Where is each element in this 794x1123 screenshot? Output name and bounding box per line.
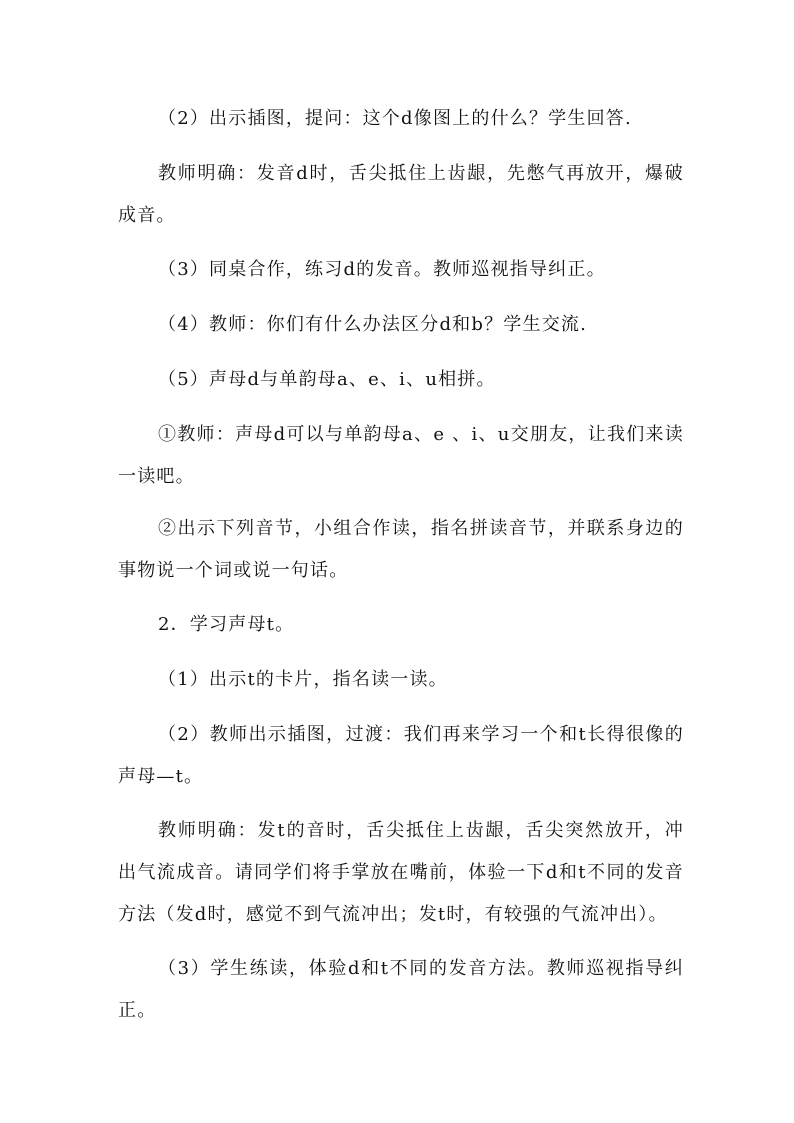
paragraph-11: 教师明确：发t的音时，舌尖抵住上齿龈，舌尖突然放开，冲出气流成音。请同学们将手掌放在嘴前，体验一下d和t不同的发音方法（发d时，感觉不到气流冲出；发t时，有较强的气流冲出）。	[118, 820, 684, 925]
paragraph-10: （2）教师出示插图，过渡：我们再来学习一个和t长得很像的声母—t。	[118, 724, 684, 787]
paragraph-4: （4）教师：你们有什么办法区分d和b？学生交流.	[158, 314, 588, 335]
paragraph-12: （3）学生练读，体验d和t不同的发音方法。教师巡视指导纠正。	[118, 958, 684, 1021]
paragraph-7: ②出示下列音节，小组合作读，指名拼读音节，并联系身边的事物说一个词或说一句话。	[118, 518, 684, 581]
paragraph-2: 教师明确：发音d时，舌尖抵住上齿龈，先憋气再放开，爆破成音。	[118, 163, 684, 226]
paragraph-1: （2）出示插图，提问：这个d像图上的什么？学生回答.	[158, 108, 632, 129]
paragraph-3: （3）同桌合作，练习d的发音。教师巡视指导纠正。	[158, 259, 606, 280]
paragraph-5: （5）声母d与单韵母a、e、i、u相拼。	[158, 369, 496, 390]
paragraph-9: （1）出示t的卡片，指名读一读。	[158, 669, 448, 690]
paragraph-6: ①教师：声母d可以与单韵母a、e 、i、u交朋友，让我们来读一读吧。	[118, 424, 684, 487]
paragraph-8: 2．学习声母t。	[158, 614, 295, 635]
